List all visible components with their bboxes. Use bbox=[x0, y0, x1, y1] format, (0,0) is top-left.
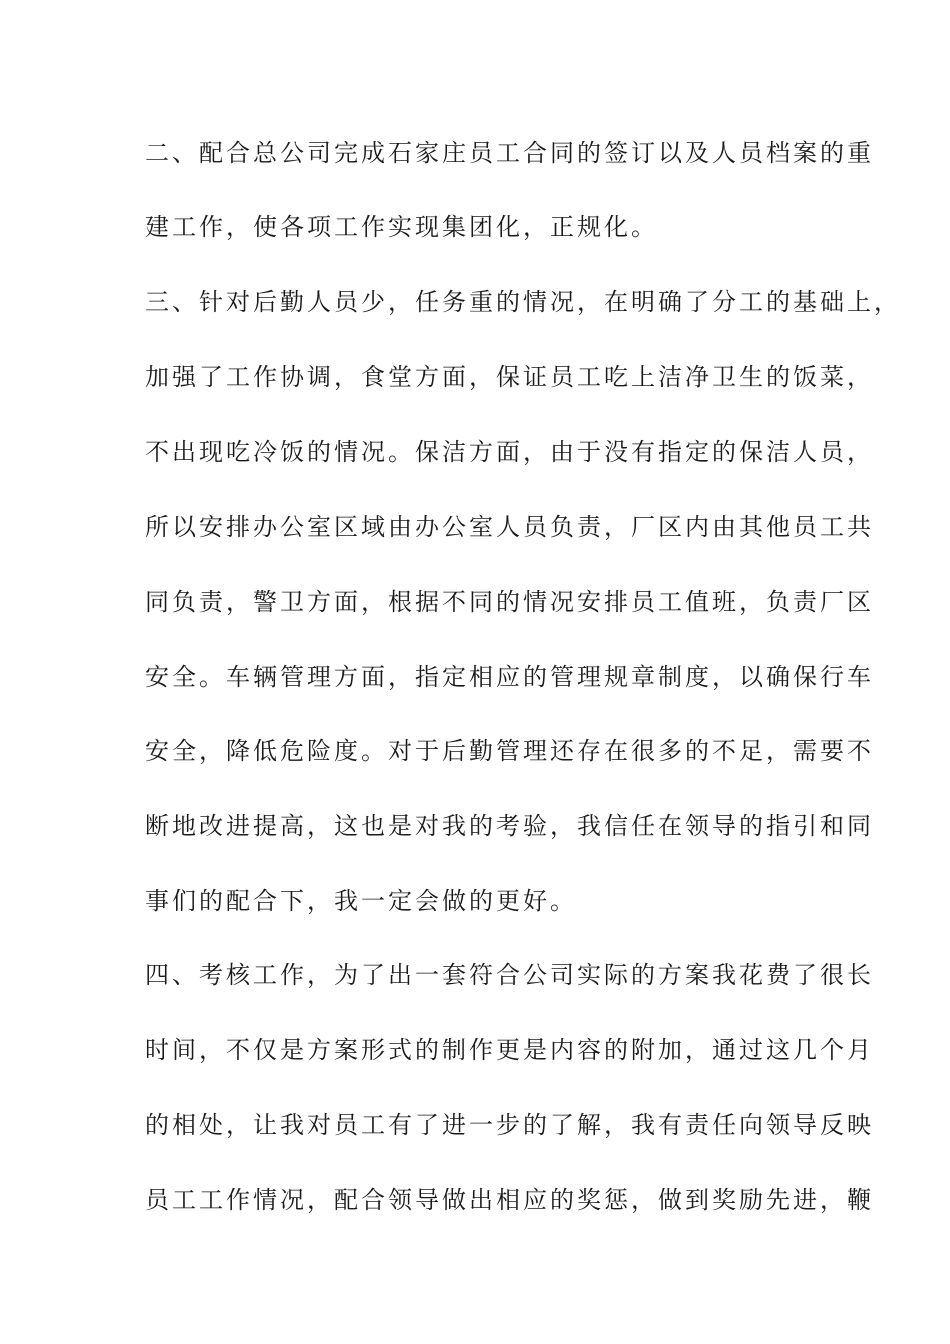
paragraph-4-line-1: 四、考核工作，为了出一套符合公司实际的方案我花费了很长 bbox=[145, 961, 874, 989]
paragraph-2-line-1: 二、配合总公司完成石家庄员工合同的签订以及人员档案的重 bbox=[145, 139, 874, 167]
paragraph-3-line-5: 同负责，警卫方面，根据不同的情况安排员工值班，负责厂区 bbox=[145, 588, 874, 616]
paragraph-3-line-2: 加强了工作协调，食堂方面，保证员工吃上洁净卫生的饭菜， bbox=[145, 363, 874, 391]
paragraph-3-line-7: 安全，降低危险度。对于后勤管理还存在很多的不足，需要不 bbox=[145, 737, 874, 765]
paragraph-4-line-4: 员工工作情况，配合领导做出相应的奖惩，做到奖励先进，鞭 bbox=[145, 1186, 874, 1214]
paragraph-4-line-3: 的相处，让我对员工有了进一步的了解，我有责任向领导反映 bbox=[145, 1111, 874, 1139]
paragraph-3-line-6: 安全。车辆管理方面，指定相应的管理规章制度，以确保行车 bbox=[145, 663, 874, 691]
paragraph-3-line-9: 事们的配合下，我一定会做的更好。 bbox=[145, 887, 577, 915]
paragraph-4-line-2: 时间，不仅是方案形式的制作更是内容的附加，通过这几个月 bbox=[145, 1036, 874, 1064]
paragraph-3-line-3: 不出现吃冷饭的情况。保洁方面，由于没有指定的保洁人员， bbox=[145, 438, 874, 466]
paragraph-3-line-1: 三、针对后勤人员少，任务重的情况，在明确了分工的基础上， bbox=[145, 288, 901, 316]
paragraph-3-line-4: 所以安排办公室区域由办公室人员负责，厂区内由其他员工共 bbox=[145, 513, 874, 541]
paragraph-3-line-8: 断地改进提高，这也是对我的考验，我信任在领导的指引和同 bbox=[145, 812, 874, 840]
paragraph-2-line-2: 建工作，使各项工作实现集团化，正规化。 bbox=[145, 213, 658, 241]
